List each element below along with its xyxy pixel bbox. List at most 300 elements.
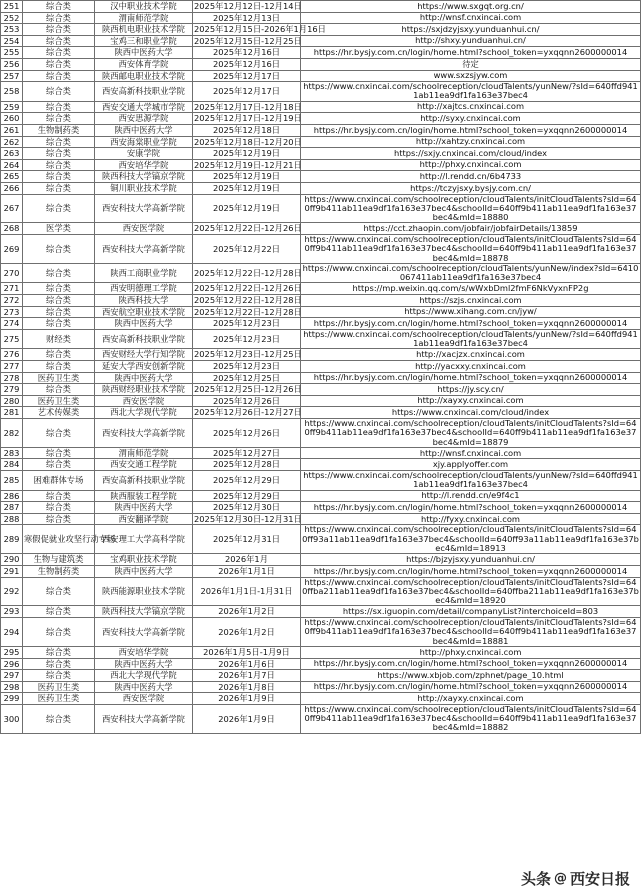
url-cell: http://xahtzy.cnxincai.com <box>301 136 641 148</box>
row-number-cell: 284 <box>1 459 23 471</box>
date-range-cell: 2025年12月16日 <box>193 47 301 59</box>
date-range-cell: 2025年12月23日 <box>193 318 301 330</box>
row-number-cell: 265 <box>1 171 23 183</box>
row-number-cell: 253 <box>1 24 23 36</box>
date-range-cell: 2025年12月17日 <box>193 70 301 82</box>
row-number-cell: 251 <box>1 1 23 13</box>
school-name-cell: 陕西科技大学镐京学院 <box>95 606 193 618</box>
url-cell: https://www.cnxincai.com/schoolreception/cloudTalents/yunNew/?sId=640ffd9411ab11ea9df1fa163e37bec4 <box>301 82 641 102</box>
category-cell: 综合类 <box>23 24 95 36</box>
row-number-cell: 295 <box>1 646 23 658</box>
url-cell: http://l.rendd.cn/e9f4c1 <box>301 490 641 502</box>
category-cell: 综合类 <box>23 159 95 171</box>
url-cell: http://l.rendd.cn/6b4733 <box>301 171 641 183</box>
table-row <box>1 194 641 223</box>
row-number-cell: 274 <box>1 318 23 330</box>
watermark <box>517 867 634 890</box>
table-row <box>1 658 641 670</box>
category-cell: 综合类 <box>23 182 95 194</box>
table-row <box>1 577 641 606</box>
category-cell: 综合类 <box>23 318 95 330</box>
category-cell: 综合类 <box>23 384 95 396</box>
school-name-cell: 陕西中医药大学 <box>95 372 193 384</box>
date-range-cell: 2026年1月9日 <box>193 704 301 733</box>
row-number-cell: 272 <box>1 295 23 307</box>
date-range-cell: 2026年1月 <box>193 554 301 566</box>
category-cell: 医药卫生类 <box>23 693 95 705</box>
url-cell: https://www.cnxincai.com/schoolreception/cloudTalents/yunNew/index?sId=6410067411ab11ea9df1fa163e37bec4 <box>301 263 641 283</box>
table-row <box>1 306 641 318</box>
school-name-cell: 铜川职业技术学院 <box>95 182 193 194</box>
school-name-cell: 西安理工大学高科学院 <box>95 525 193 554</box>
school-name-cell: 陕西中医药大学 <box>95 658 193 670</box>
category-cell: 医药卫生类 <box>23 372 95 384</box>
row-number-cell: 296 <box>1 658 23 670</box>
category-cell: 综合类 <box>23 70 95 82</box>
date-range-cell: 2025年12月23日 <box>193 361 301 373</box>
url-cell: 待定 <box>301 58 641 70</box>
url-cell: https://hr.bysjy.com.cn/login/home.html?school_token=yxqqnn2600000014 <box>301 658 641 670</box>
category-cell: 综合类 <box>23 234 95 263</box>
date-range-cell: 2025年12月28日 <box>193 459 301 471</box>
date-range-cell: 2025年12月25日-12月26日 <box>194 384 302 395</box>
category-cell: 综合类 <box>23 1 95 13</box>
category-cell: 综合类 <box>23 263 95 283</box>
school-name-cell: 陕西中医药大学 <box>95 124 193 136</box>
row-number-cell: 255 <box>1 47 23 59</box>
school-name-cell: 渭南师范学院 <box>95 447 193 459</box>
category-cell: 综合类 <box>23 606 95 618</box>
school-name-cell: 西安财经大学行知学院 <box>95 349 193 361</box>
url-cell: https://www.cnxincai.com/schoolreception/cloudTalents/initCloudTalents?sId=640ff9b411ab11ea9df1fa163e37bec4&schoolId=640ff9b411ab11ea9df1fa163e37bec4&mId=18878 <box>301 234 641 263</box>
date-range-cell: 2025年12月17日 <box>193 82 301 102</box>
row-number-cell: 277 <box>1 361 23 373</box>
row-number-cell: 292 <box>1 577 23 606</box>
category-cell: 生物与建筑类 <box>23 554 95 566</box>
category-cell: 综合类 <box>23 658 95 670</box>
category-cell: 医药卫生类 <box>23 681 95 693</box>
date-range-cell: 2025年12月19日 <box>193 182 301 194</box>
url-cell: https://www.cnxincai.com/schoolreception/cloudTalents/initCloudTalents?sId=640ff9b411ab11ea9df1fa163e37bec4&schoolId=640ff9b411ab11ea9df1fa163e37bec4&mId=18882 <box>301 704 641 733</box>
date-range-cell: 2025年12月25日 <box>193 372 301 384</box>
table-row <box>1 618 641 647</box>
row-number-cell: 258 <box>1 82 23 102</box>
date-range-cell: 2025年12月26日-12月27日 <box>194 407 302 418</box>
row-number-cell: 257 <box>1 70 23 82</box>
date-range-cell: 2025年12月15日-2026年1月16日 <box>194 24 326 35</box>
category-cell: 综合类 <box>23 490 95 502</box>
row-number-cell: 267 <box>1 194 23 223</box>
table-row <box>1 24 641 36</box>
row-number-cell: 263 <box>1 148 23 160</box>
row-number-cell: 291 <box>1 565 23 577</box>
url-cell: https://www.cnxincai.com/cloud/index <box>301 407 641 419</box>
table-row <box>1 113 641 125</box>
school-name-cell: 陕西科技大学 <box>95 295 193 307</box>
table-row <box>1 384 641 396</box>
url-cell: https://sx.iguopin.com/detail/companyList?interchoiceId=803 <box>301 606 641 618</box>
table-row <box>1 70 641 82</box>
table-row <box>1 47 641 59</box>
url-cell: http://shxy.yunduanhui.cn/ <box>301 35 641 47</box>
table-row <box>1 12 641 24</box>
url-cell: http://xacjzx.cnxincai.com <box>301 349 641 361</box>
url-cell: https://hr.bysjy.com.cn/login/home.html?school_token=yxqqnn2600000014 <box>301 565 641 577</box>
date-range-cell: 2025年12月19日 <box>193 194 301 223</box>
table-row <box>1 82 641 102</box>
school-name-cell: 西安科技大学高新学院 <box>95 618 193 647</box>
table-row <box>1 513 641 525</box>
date-range-cell: 2025年12月22日-12月26日 <box>194 283 302 294</box>
category-cell: 综合类 <box>23 306 95 318</box>
school-name-cell: 西北大学现代学院 <box>95 670 193 682</box>
row-number-cell: 282 <box>1 419 23 448</box>
url-cell: https://www.cnxincai.com/schoolreception/cloudTalents/initCloudTalents?sId=640ff93a11ab11ea9df1fa163e37bec4&schoolId=640ff93a11ab11ea9df1fa163e37bec4&mId=18913 <box>302 524 639 554</box>
school-name-cell: 陕西中医药大学 <box>95 502 193 514</box>
category-cell: 综合类 <box>23 136 95 148</box>
row-number-cell: 266 <box>1 182 23 194</box>
category-cell: 医学类 <box>23 223 95 235</box>
school-name-cell: 宝鸡三和职业学院 <box>95 35 193 47</box>
date-range-cell: 2025年12月15日-12月25日 <box>194 35 302 46</box>
category-cell: 综合类 <box>23 502 95 514</box>
school-name-cell: 陕西服装工程学院 <box>95 490 193 502</box>
table-row <box>1 263 641 283</box>
school-name-cell: 西安科技大学高新学院 <box>95 234 193 263</box>
date-range-cell: 2025年12月31日 <box>193 525 301 554</box>
row-number-cell: 271 <box>1 283 23 295</box>
school-name-cell: 西安海棠职业学院 <box>95 136 193 148</box>
url-cell: http://xayxy.cnxincai.com <box>301 693 641 705</box>
category-cell: 综合类 <box>23 82 95 102</box>
category-cell: 艺术传媒类 <box>23 407 95 419</box>
table-row <box>1 318 641 330</box>
table-row <box>1 136 641 148</box>
url-cell: https://cct.zhaopin.com/jobfair/jobfairDetails/13859 <box>301 223 641 235</box>
table-row <box>1 283 641 295</box>
table-row <box>1 372 641 384</box>
table-row <box>1 704 641 733</box>
row-number-cell: 289 <box>1 525 23 554</box>
url-cell: https://hr.bysjy.com.cn/login/home.html?school_token=yxqqnn2600000014 <box>301 124 641 136</box>
date-range-cell: 2026年1月5日-1月9日 <box>193 646 301 658</box>
category-cell: 财经类 <box>23 329 95 349</box>
url-cell: https://mp.weixin.qq.com/s/wWxbDml2fmF6NkVyxnFP2g <box>301 283 641 295</box>
url-cell: http://fyxy.cnxincai.com <box>301 513 641 525</box>
school-name-cell: 西安科技大学高新学院 <box>95 419 193 448</box>
table-body <box>1 1 641 734</box>
category-cell: 综合类 <box>23 148 95 160</box>
category-cell: 综合类 <box>23 513 95 525</box>
table-row <box>1 1 641 13</box>
category-cell: 综合类 <box>23 283 95 295</box>
date-range-cell: 2025年12月12日-12月14日 <box>194 1 302 11</box>
date-range-cell: 2025年12月27日 <box>193 447 301 459</box>
school-name-cell: 西安航空职业技术学院 <box>95 306 193 318</box>
table-row <box>1 101 641 113</box>
school-name-cell: 渭南师范学院 <box>95 12 193 24</box>
date-range-cell: 2025年12月22日-12月28日 <box>194 306 302 317</box>
category-cell: 综合类 <box>23 646 95 658</box>
row-number-cell: 287 <box>1 502 23 514</box>
date-range-cell: 2025年12月16日 <box>193 58 301 70</box>
row-number-cell: 288 <box>1 513 23 525</box>
url-cell: http://xayxy.cnxincai.com <box>301 395 641 407</box>
school-name-cell: 汉中职业技术学院 <box>95 1 193 13</box>
school-name-cell: 西北大学现代学院 <box>95 407 193 419</box>
row-number-cell: 281 <box>1 407 23 419</box>
url-cell: http://yacxxy.cnxincai.com <box>301 361 641 373</box>
row-number-cell: 300 <box>1 704 23 733</box>
category-cell: 综合类 <box>23 47 95 59</box>
row-number-cell: 273 <box>1 306 23 318</box>
date-range-cell: 2025年12月22日-12月26日 <box>194 223 302 234</box>
table-row <box>1 159 641 171</box>
school-name-cell: 安康学院 <box>95 148 193 160</box>
table-row <box>1 447 641 459</box>
at-icon: @ <box>553 871 567 886</box>
url-cell: https://www.sxgqt.org.cn/ <box>301 1 641 13</box>
table-row <box>1 395 641 407</box>
row-number-cell: 254 <box>1 35 23 47</box>
table-row <box>1 58 641 70</box>
school-name-cell: 陕西机电职业技术学院 <box>95 24 193 36</box>
row-number-cell: 298 <box>1 681 23 693</box>
school-name-cell: 陕西能源职业技术学院 <box>95 577 193 606</box>
school-name-cell: 延安大学西安创新学院 <box>95 361 193 373</box>
table-row <box>1 646 641 658</box>
school-name-cell: 陕西中医药大学 <box>95 47 193 59</box>
url-cell: https://bjzyjsxy.yunduanhui.cn/ <box>301 554 641 566</box>
row-number-cell: 278 <box>1 372 23 384</box>
url-cell: https://www.cnxincai.com/schoolreception/cloudTalents/initCloudTalents?sId=640ff9b411ab11ea9df1fa163e37bec4&schoolId=640ff9b411ab11ea9df1fa163e37bec4&mId=18881 <box>301 618 641 647</box>
url-cell: https://hr.bysjy.com.cn/login/home.html?school_token=yxqqnn2600000014 <box>301 318 641 330</box>
school-name-cell: 西安体育学院 <box>95 58 193 70</box>
table-row <box>1 471 641 491</box>
url-cell: http://syxy.cnxincai.com <box>301 113 641 125</box>
table-row <box>1 148 641 160</box>
table-row <box>1 234 641 263</box>
school-name-cell: 陕西邮电职业技术学院 <box>95 70 193 82</box>
date-range-cell: 2025年12月18日-12月20日 <box>194 136 302 147</box>
school-name-cell: 西安高新科技职业学院 <box>95 82 193 102</box>
url-cell: https://www.cnxincai.com/schoolreception/cloudTalents/initCloudTalents?sId=640ff9b411ab11ea9df1fa163e37bec4&schoolId=640ff9b411ab11ea9df1fa163e37bec4&mId=18880 <box>301 194 641 223</box>
category-cell: 综合类 <box>23 295 95 307</box>
row-number-cell: 280 <box>1 395 23 407</box>
date-range-cell: 2026年1月6日 <box>193 658 301 670</box>
url-cell: www.sxzsjyw.com <box>301 70 641 82</box>
category-cell: 综合类 <box>23 577 95 606</box>
table-row <box>1 35 641 47</box>
table-row <box>1 693 641 705</box>
table-row <box>1 502 641 514</box>
table-row <box>1 606 641 618</box>
date-range-cell: 2025年12月30日 <box>193 502 301 514</box>
date-range-cell: 2026年1月2日 <box>193 606 301 618</box>
date-range-cell: 2025年12月29日 <box>193 490 301 502</box>
category-cell: 综合类 <box>23 58 95 70</box>
school-name-cell: 西安交通大学城市学院 <box>95 101 193 113</box>
row-number-cell: 252 <box>1 12 23 24</box>
url-cell: http://phxy.cnxincai.com <box>301 159 641 171</box>
date-range-cell: 2025年12月19日 <box>193 171 301 183</box>
row-number-cell: 286 <box>1 490 23 502</box>
date-range-cell: 2025年12月19日 <box>193 148 301 160</box>
row-number-cell: 283 <box>1 447 23 459</box>
school-name-cell: 陕西中医药大学 <box>95 681 193 693</box>
url-cell: https://www.xbjob.com/zphnet/page_10.html <box>301 670 641 682</box>
school-name-cell: 西安培华学院 <box>95 159 193 171</box>
school-name-cell: 西安高新科技职业学院 <box>95 471 193 491</box>
category-cell: 综合类 <box>23 618 95 647</box>
category-cell: 综合类 <box>23 113 95 125</box>
url-cell: https://sxjy.cnxincai.com/cloud/index <box>301 148 641 160</box>
category-cell: 医药卫生类 <box>23 395 95 407</box>
date-range-cell: 2026年1月8日 <box>193 681 301 693</box>
url-cell: https://hr.bysjy.com.cn/login/home.html?school_token=yxqqnn2600000014 <box>301 372 641 384</box>
url-cell: https://jy.scy.cn/ <box>301 384 641 396</box>
row-number-cell: 290 <box>1 554 23 566</box>
category-cell: 综合类 <box>23 101 95 113</box>
date-range-cell: 2026年1月9日 <box>193 693 301 705</box>
table-row <box>1 554 641 566</box>
school-name-cell: 陕西中医药大学 <box>95 318 193 330</box>
category-cell: 综合类 <box>23 447 95 459</box>
school-name-cell: 陕西工商职业学院 <box>95 263 193 283</box>
date-range-cell: 2025年12月22日-12月28日 <box>193 263 301 283</box>
table-row <box>1 349 641 361</box>
date-range-cell: 2026年1月1日-1月31日 <box>193 577 301 606</box>
row-number-cell: 299 <box>1 693 23 705</box>
row-number-cell: 285 <box>1 471 23 491</box>
row-number-cell: 294 <box>1 618 23 647</box>
watermark-text: 头条 <box>520 870 551 888</box>
row-number-cell: 256 <box>1 58 23 70</box>
row-number-cell: 262 <box>1 136 23 148</box>
table-row <box>1 525 641 554</box>
date-range-cell: 2025年12月17日-12月18日 <box>194 101 302 112</box>
category-cell: 生物制药类 <box>23 124 95 136</box>
url-cell: https://www.cnxincai.com/schoolreception/cloudTalents/yunNew/?sId=640ffd9411ab11ea9df1fa163e37bec4 <box>301 471 641 491</box>
category-cell: 寒假促就业攻坚行动专场 <box>23 525 95 554</box>
row-number-cell: 270 <box>1 263 23 283</box>
school-name-cell: 陕西科技大学镐京学院 <box>95 171 193 183</box>
table-row <box>1 223 641 235</box>
row-number-cell: 275 <box>1 329 23 349</box>
category-cell: 综合类 <box>23 704 95 733</box>
url-cell: https://hr.bysjy.com.cn/login/home.html?school_token=yxqqnn2600000014 <box>301 681 641 693</box>
url-cell: https://www.cnxincai.com/schoolreception/cloudTalents/initCloudTalents?sId=640ff9b411ab11ea9df1fa163e37bec4&schoolId=640ff9b411ab11ea9df1fa163e37bec4&mId=18879 <box>301 419 641 448</box>
category-cell: 综合类 <box>23 35 95 47</box>
school-name-cell: 西安培华学院 <box>95 646 193 658</box>
date-range-cell: 2025年12月22日-12月28日 <box>194 295 302 306</box>
table-row <box>1 361 641 373</box>
url-cell: https://hr.bysjy.com.cn/login/home.html?school_token=yxqqnn2600000014 <box>301 47 641 59</box>
date-range-cell: 2025年12月19日-12月21日 <box>194 159 302 170</box>
table-row <box>1 565 641 577</box>
school-name-cell: 西安科技大学高新学院 <box>95 194 193 223</box>
date-range-cell: 2025年12月23日 <box>193 329 301 349</box>
date-range-cell: 2026年1月2日 <box>193 618 301 647</box>
table-row <box>1 329 641 349</box>
table-row <box>1 171 641 183</box>
table-row <box>1 670 641 682</box>
category-cell: 综合类 <box>23 361 95 373</box>
category-cell: 生物制药类 <box>23 565 95 577</box>
row-number-cell: 269 <box>1 234 23 263</box>
date-range-cell: 2025年12月23日-12月25日 <box>194 349 302 360</box>
url-cell: http://wnsf.cnxincai.com <box>301 12 641 24</box>
category-cell: 综合类 <box>23 349 95 361</box>
school-name-cell: 西安医学院 <box>95 395 193 407</box>
date-range-cell: 2025年12月30日-12月31日 <box>194 513 302 524</box>
url-cell: https://sxjdzyjsxy.yunduanhui.cn/ <box>301 24 641 36</box>
url-cell: xjy.applyoffer.com <box>301 459 641 471</box>
school-name-cell: 西安医学院 <box>95 693 193 705</box>
school-name-cell: 陕西中医药大学 <box>95 565 193 577</box>
row-number-cell: 260 <box>1 113 23 125</box>
category-cell: 综合类 <box>23 194 95 223</box>
date-range-cell: 2025年12月18日 <box>193 124 301 136</box>
url-cell: https://szjs.cnxincai.com <box>301 295 641 307</box>
category-cell: 综合类 <box>23 171 95 183</box>
school-name-cell: 陕西财经职业技术学院 <box>95 384 193 396</box>
category-cell: 综合类 <box>23 459 95 471</box>
row-number-cell: 279 <box>1 384 23 396</box>
school-name-cell: 西安科技大学高新学院 <box>95 704 193 733</box>
table-row <box>1 490 641 502</box>
date-range-cell: 2026年1月7日 <box>193 670 301 682</box>
date-range-cell: 2025年12月26日 <box>193 419 301 448</box>
url-cell: http://wnsf.cnxincai.com <box>301 447 641 459</box>
row-number-cell: 268 <box>1 223 23 235</box>
school-name-cell: 西安明德理工学院 <box>95 283 193 295</box>
date-range-cell: 2026年1月1日 <box>193 565 301 577</box>
row-number-cell: 297 <box>1 670 23 682</box>
date-range-cell: 2025年12月22日 <box>193 234 301 263</box>
category-cell: 综合类 <box>23 670 95 682</box>
category-cell: 综合类 <box>23 12 95 24</box>
table-row <box>1 459 641 471</box>
url-cell: https://www.cnxincai.com/schoolreception/cloudTalents/yunNew/?sId=640ffd9411ab11ea9df1fa163e37bec4 <box>301 329 641 349</box>
date-range-cell: 2025年12月29日 <box>193 471 301 491</box>
url-cell: https://tczyjsxy.bysjy.com.cn/ <box>301 182 641 194</box>
date-range-cell: 2025年12月17日-12月19日 <box>194 113 302 124</box>
table-row <box>1 124 641 136</box>
row-number-cell: 293 <box>1 606 23 618</box>
table-row <box>1 407 641 419</box>
school-name-cell: 西安交通工程学院 <box>95 459 193 471</box>
school-name-cell: 西安翻译学院 <box>95 513 193 525</box>
school-name-cell: 西安高新科技职业学院 <box>95 329 193 349</box>
row-number-cell: 276 <box>1 349 23 361</box>
category-cell: 困难群体专场 <box>23 471 95 491</box>
row-number-cell: 259 <box>1 101 23 113</box>
table-row <box>1 182 641 194</box>
url-cell: http://phxy.cnxincai.com <box>301 646 641 658</box>
school-name-cell: 西安思源学院 <box>95 113 193 125</box>
row-number-cell: 264 <box>1 159 23 171</box>
category-cell: 综合类 <box>23 419 95 448</box>
school-name-cell: 西安医学院 <box>95 223 193 235</box>
school-name-cell: 宝鸡职业技术学院 <box>95 554 193 566</box>
url-cell: https://hr.bysjy.com.cn/login/home.html?school_token=yxqqnn2600000014 <box>301 502 641 514</box>
date-range-cell: 2025年12月26日 <box>193 395 301 407</box>
table-row <box>1 419 641 448</box>
row-number-cell: 261 <box>1 124 23 136</box>
date-range-cell: 2025年12月13日 <box>193 12 301 24</box>
table-row <box>1 681 641 693</box>
